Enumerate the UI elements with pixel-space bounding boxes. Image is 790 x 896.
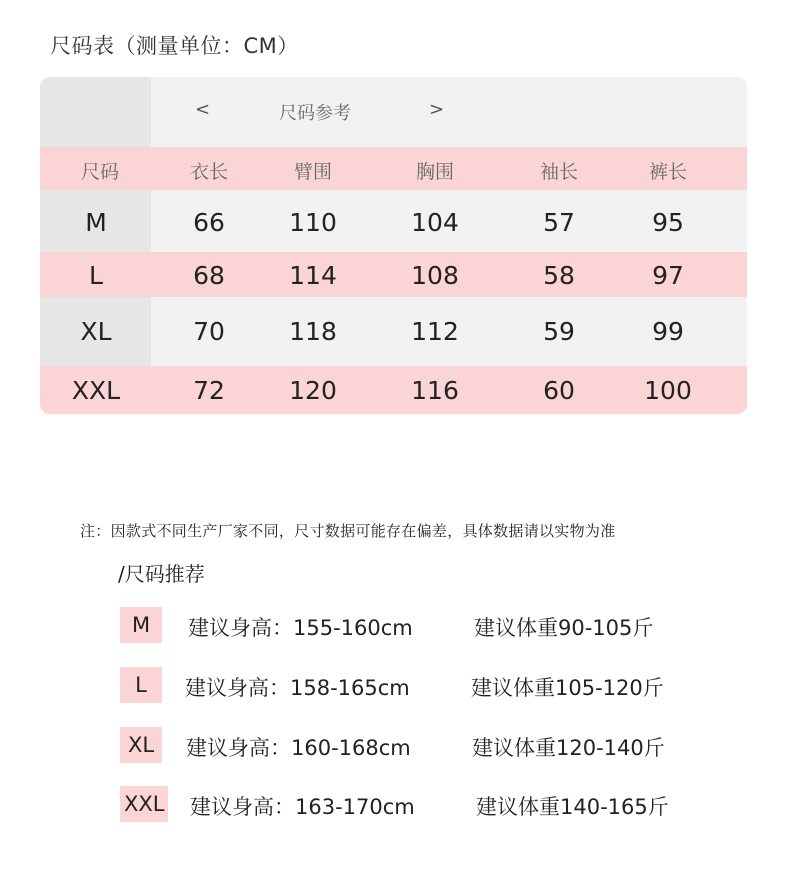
height-recommendation: 建议身高：163-170cm — [190, 795, 415, 819]
nav-title: 尺码参考 — [279, 103, 351, 124]
recommend-row — [118, 607, 738, 643]
col-header-arm: 臂围 — [293, 161, 333, 183]
table-cell: 57 — [543, 208, 575, 237]
table-cell: 58 — [543, 261, 575, 290]
height-recommendation: 建议身高：158-165cm — [185, 676, 410, 700]
table-row-size: M — [85, 208, 107, 237]
row-band-l — [40, 252, 747, 297]
recommend-row — [118, 667, 738, 703]
table-cell: 112 — [411, 317, 459, 346]
table-cell: 108 — [411, 261, 459, 290]
col-header-size: 尺码 — [80, 161, 120, 183]
row-band-xxl — [40, 366, 747, 414]
col-header-sleeve: 袖长 — [539, 161, 579, 183]
col-header-chest: 胸围 — [415, 161, 455, 183]
size-badge: L — [120, 667, 162, 703]
weight-recommendation: 建议体重105-120斤 — [471, 676, 664, 700]
table-cell: 100 — [644, 376, 692, 405]
weight-recommendation: 建议体重90-105斤 — [474, 616, 654, 640]
table-cell: 60 — [543, 376, 575, 405]
size-table — [40, 77, 747, 414]
table-cell: 99 — [652, 317, 684, 346]
table-row-size: L — [89, 261, 103, 290]
recommend-row — [118, 727, 738, 763]
table-cell: 120 — [289, 376, 337, 405]
weight-recommendation: 建议体重140-165斤 — [476, 795, 669, 819]
recommend-row — [118, 786, 738, 822]
table-cell: 59 — [543, 317, 575, 346]
table-cell: 104 — [411, 208, 459, 237]
table-cell: 72 — [193, 376, 225, 405]
header-band — [40, 147, 747, 190]
table-cell: 114 — [289, 261, 337, 290]
nav-prev-button[interactable]: < — [195, 99, 211, 120]
col-header-length: 衣长 — [189, 161, 229, 183]
table-row-size: XL — [80, 317, 112, 346]
size-badge: M — [120, 607, 162, 643]
nav-header — [40, 77, 747, 147]
disclaimer-note: 注：因款式不同生产厂家不同，尺寸数据可能存在偏差，具体数据请以实物为准 — [80, 522, 616, 540]
table-cell: 110 — [289, 208, 337, 237]
size-badge: XL — [120, 727, 162, 763]
table-cell: 118 — [289, 317, 337, 346]
height-recommendation: 建议身高：155-160cm — [188, 616, 413, 640]
nav-next-button[interactable]: > — [429, 99, 445, 120]
table-cell: 70 — [193, 317, 225, 346]
table-row-size: XXL — [71, 376, 121, 405]
table-cell: 68 — [193, 261, 225, 290]
height-recommendation: 建议身高：160-168cm — [186, 736, 411, 760]
size-badge: XXL — [120, 786, 168, 822]
recommend-title: /尺码推荐 — [118, 562, 205, 586]
table-cell: 116 — [411, 376, 459, 405]
weight-recommendation: 建议体重120-140斤 — [472, 736, 665, 760]
table-cell: 66 — [193, 208, 225, 237]
table-cell: 95 — [652, 208, 684, 237]
page-title: 尺码表（测量单位：CM） — [50, 34, 299, 58]
col-header-pants: 裤长 — [648, 161, 688, 183]
table-cell: 97 — [652, 261, 684, 290]
